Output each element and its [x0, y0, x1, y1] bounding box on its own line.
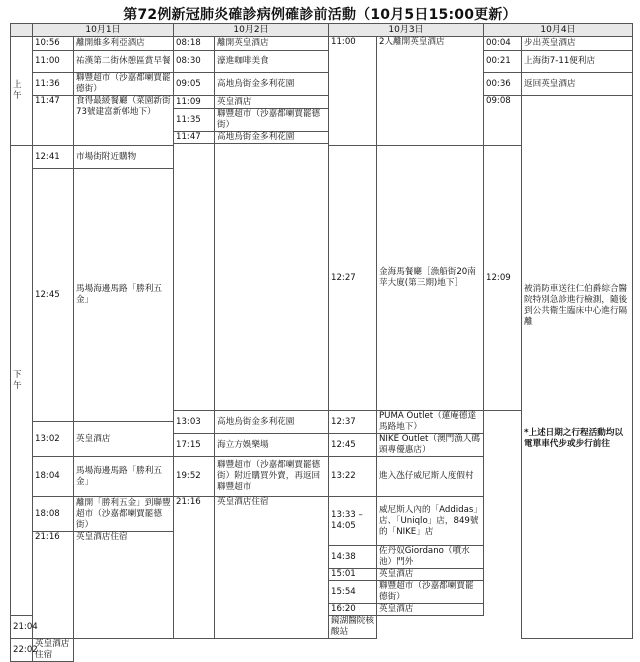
period-afternoon-label: 下午 — [11, 146, 33, 616]
d2-place: 聯豐超市（沙嘉都喇賈罷德街）附近購買外賣，再返回聯豐超市 — [215, 457, 329, 497]
d1-time: 12:41 — [33, 146, 74, 169]
d1-time: 11:47 — [33, 96, 74, 146]
d1-time: 12:45 — [33, 169, 74, 422]
d2-time: 19:52 — [174, 457, 215, 497]
d3-place: NIKE Outlet（澳門漁人碼頭專優惠店） — [377, 434, 484, 457]
d3-time: 15:01 — [329, 569, 377, 581]
d4-place: 步出英皇酒店 — [522, 37, 633, 51]
header-corner — [11, 24, 33, 37]
d2-time: 12:27 — [329, 146, 377, 411]
table-row — [11, 639, 633, 662]
header-row — [11, 24, 633, 37]
d2-time: 11:09 — [174, 96, 215, 109]
d2-place: 聯豐超市（沙嘉都喇賈罷德街） — [215, 109, 329, 132]
table-row — [11, 51, 633, 73]
d3-time: 12:37 — [329, 411, 377, 434]
d2-time: 11:47 — [174, 132, 215, 144]
d1-time: 11:36 — [33, 73, 74, 96]
d2-place: 海立方娛樂場 — [215, 434, 329, 457]
d2-time: 21:16 — [174, 497, 215, 639]
table-row — [11, 96, 633, 109]
d1-place: 離開維多利亞酒店 — [74, 37, 174, 51]
d2-place: 離開英皇酒店 — [215, 37, 329, 51]
d1-place: 馬場海邊馬路「勝利五金」 — [74, 457, 174, 497]
d1-place: 市場街附近購物 — [74, 146, 174, 169]
d3-time: 13:33 – 14:05 — [329, 497, 377, 546]
d2-time: 08:18 — [174, 37, 215, 51]
d3-place: PUMA Outlet（蓮庵德達馬路地下） — [377, 411, 484, 434]
d4-time: 09:08 — [484, 96, 522, 146]
d3-place: 佐丹奴Giordano（噴水池）門外 — [377, 546, 484, 569]
d1-time: 10:56 — [33, 37, 74, 51]
d2-time: 08:30 — [174, 51, 215, 73]
d3-time: 11:00 — [329, 37, 377, 146]
d1-place: 離開「勝利五金」到聯豐超市（沙嘉都喇賈罷德街） — [74, 497, 174, 532]
d2-place: 金海馬餐廳［漁船街20南苹大廈(第三期)地下］ — [377, 146, 484, 411]
header-day-2: 10月2日 — [174, 24, 329, 37]
d3-place: 2人離開英皇酒店 — [377, 37, 484, 146]
d4-place: 被消防車送往仁伯爵綜合醫院特別急診進行檢測，隨後到公共衛生臨床中心進行隔離 — [524, 284, 628, 327]
d3-time: 12:09 — [484, 146, 522, 411]
d2-time: 13:03 — [174, 411, 215, 434]
d1-place: 英皇酒店住宿 — [74, 532, 174, 639]
d3-time: 21:04 — [11, 616, 33, 639]
table-row — [11, 73, 633, 96]
d2-place: 高地烏街金多利花園 — [215, 132, 329, 144]
table-row — [11, 37, 633, 51]
d2-place: 濠進咖啡美食 — [215, 51, 329, 73]
d1-place: 祐漢第二街休憩區賞早餐 — [74, 51, 174, 73]
header-day-3: 10月3日 — [329, 24, 484, 37]
d3-place: 進入氹仔威尼斯人度假村 — [377, 457, 484, 497]
d2-time: 17:15 — [174, 434, 215, 457]
d4-place: 返回英皇酒店 — [522, 73, 633, 96]
d1-time: 13:02 — [33, 422, 74, 457]
d3-place: 聯豐超市（沙嘉都喇賈罷德街） — [377, 581, 484, 604]
d4-place-and-note — [522, 96, 633, 639]
d3-time: 22:02 — [11, 639, 33, 662]
header-day-1: 10月1日 — [33, 24, 174, 37]
travel-note: *上述日期之行程活動均以電單車代步或步行前往 — [524, 428, 624, 449]
activity-schedule-table — [10, 23, 633, 662]
d1-place: 食得最緩餐廳（菜園新街73號建富新邨地下） — [74, 96, 174, 146]
d3-time: 12:45 — [329, 434, 377, 457]
d3-time: 14:38 — [329, 546, 377, 569]
d1-place: 英皇酒店 — [74, 422, 174, 457]
d1-place: 馬場海邊馬路「勝利五金」 — [74, 169, 174, 422]
d1-time: 18:08 — [33, 497, 74, 532]
d3-place: 威尼斯人內的「Addidas」店、「Uniqlo」店，849號的「NIKE」店 — [377, 497, 484, 546]
d2-time: 11:35 — [174, 109, 215, 132]
d3-place: 鏡湖醫院核酸站 — [329, 616, 377, 639]
header-day-4: 10月4日 — [484, 24, 633, 37]
d4-time: 00:21 — [484, 51, 522, 73]
d4-time: 00:04 — [484, 37, 522, 51]
d2-time: 09:05 — [174, 73, 215, 96]
d1-time: 18:04 — [33, 457, 74, 497]
d2-place: 高地烏街金多利花園 — [215, 73, 329, 96]
d1-place: 聯豐超市（沙嘉都喇賈罷德街） — [74, 73, 174, 96]
document-title: 第72例新冠肺炎確診病例確診前活動（10月5日15:00更新） — [123, 7, 517, 23]
d1-time: 21:16 — [33, 532, 74, 639]
d3-time: 15:54 — [329, 581, 377, 604]
d2-place: 英皇酒店 — [215, 96, 329, 109]
period-morning-label: 上午 — [11, 37, 33, 146]
d4-time: 00:36 — [484, 73, 522, 96]
d2-place: 英皇酒店住宿 — [215, 497, 329, 639]
d1-time: 11:00 — [33, 51, 74, 73]
d2-place: 高地烏街金多利花園 — [215, 411, 329, 434]
d3-place: 英皇酒店住宿 — [33, 639, 74, 662]
d4-place: 上海街7-11便利店 — [522, 51, 633, 73]
d3-time: 13:22 — [329, 457, 377, 497]
d3-time: 16:20 — [329, 604, 377, 616]
d3-place: 英皇酒店 — [377, 569, 484, 581]
d3-place: 英皇酒店 — [377, 604, 484, 616]
note-spacer — [524, 328, 630, 428]
